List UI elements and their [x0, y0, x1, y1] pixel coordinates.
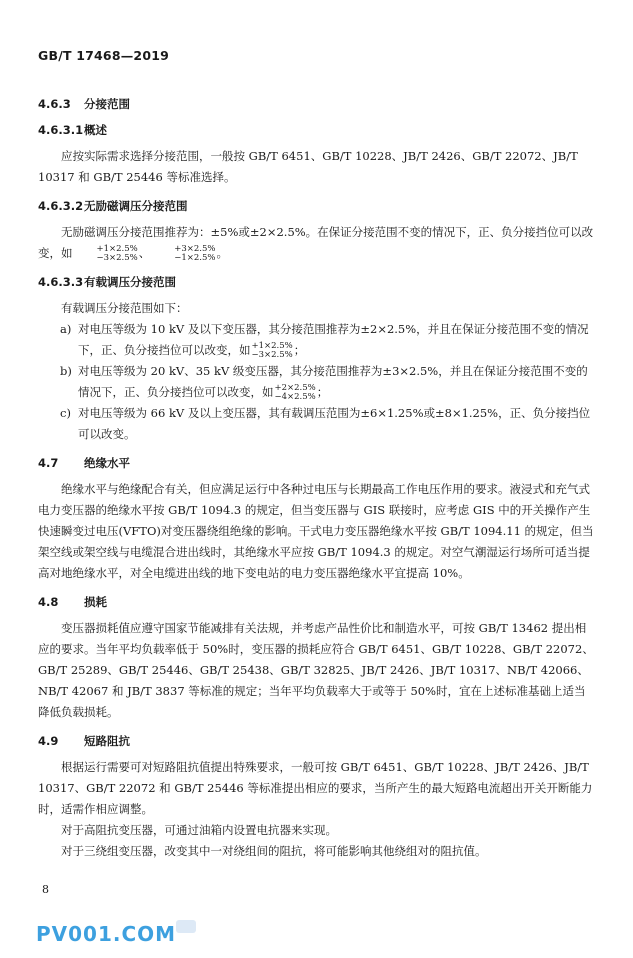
section-heading-4-6-3-2: [38, 198, 594, 214]
watermark-logo-icon: [176, 920, 196, 933]
section-number: 4.8: [38, 595, 59, 609]
paragraph: 有载调压分接范围如下：: [61, 301, 188, 315]
page-content: [38, 86, 594, 862]
paragraph: 无励磁调压分接范围推荐为：±5%或±2×2.5%。在保证分接范围不变的情况下，正、负分接挡位可以改变，如 +1×2.5% −3×2.5% 、 +3×2.5% −1×2.5% 。: [38, 225, 594, 263]
section-title: 分接范围: [84, 97, 130, 111]
section-heading-4-6-3: [38, 96, 594, 112]
section-number: 4.9: [38, 734, 59, 748]
section-title: 绝缘水平: [84, 456, 130, 470]
section-heading-4-7: [38, 455, 594, 471]
section-heading-4-8: [38, 594, 594, 610]
section-heading-4-6-3-3: [38, 274, 594, 290]
section-title: 损耗: [84, 595, 107, 609]
paragraph: 应按实际需求选择分接范围，一般按 GB/T 6451、GB/T 10228、JB/T 2426、GB/T 22072、JB/T 10317 和 GB/T 25446 等标准选择。: [38, 149, 578, 184]
tap-fraction: +2×2.5% −4×2.5%: [274, 383, 316, 402]
section-number: 4.6.3.1: [38, 123, 84, 137]
paragraph: 对于高阻抗变压器，可通过油箱内设置电抗器来实现。: [61, 823, 337, 837]
list-item: c) 对电压等级为 66 kV 及以上变压器，其有载调压范围为±6×1.25%或±8×1.25%，正、负分接挡位可以改变。: [60, 406, 591, 441]
section-title: 概述: [84, 123, 107, 137]
paragraph: 变压器损耗值应遵守国家节能减排有关法规，并考虑产品性价比和制造水平，可按 GB/T 13462 提出相应的要求。当年平均负载率低于 50%时，变压器的损耗应符合 GB/T 6451、GB/T 10228、GB/T 22072、GB/T 25289、GB/T 25446、GB/T 25438、GB/T 32825、JB/T 2426、JB/T 10317、NB/T 42066、NB/T 42067 和 JB/T 3837 等标准的规定；当年平均负载率大于或等于 50%时，宜在上述标准基础上适当降低负载损耗。: [38, 621, 594, 719]
tap-fraction: +1×2.5% −3×2.5%: [96, 244, 138, 263]
section-title: 无励磁调压分接范围: [84, 199, 188, 213]
list-item: b) 对电压等级为 20 kV、35 kV 级变压器，其分接范围推荐为±3×2.5%，并且在保证分接范围不变的情况下，正、负分接挡位可以改变，如 +2×2.5% −4×2.5% ；: [60, 364, 588, 402]
section-heading-4-9: [38, 733, 594, 749]
paragraph: 对于三绕组变压器，改变其中一对绕组间的阻抗，将可能影响其他绕组对的阻抗值。: [61, 844, 487, 858]
standard-number-header: GB/T 17468—2019: [38, 48, 170, 63]
section-number: 4.6.3.3: [38, 275, 84, 289]
section-number: 4.6.3: [38, 97, 71, 111]
section-heading-4-6-3-1: [38, 122, 594, 138]
site-watermark: PV001.COM: [36, 922, 177, 946]
paragraph: 根据运行需要可对短路阻抗值提出特殊要求，一般可按 GB/T 6451、GB/T 10228、JB/T 2426、JB/T 10317、GB/T 22072 和 GB/T 25446 等标准提出相应的要求，当所产生的最大短路电流超出开关开断能力时，适需作相应调整。: [38, 760, 593, 816]
paragraph: 绝缘水平与绝缘配合有关，但应满足运行中各种过电压与长期最高工作电压作用的要求。液浸式和充气式电力变压器的绝缘水平按 GB/T 1094.3 的规定，但当变压器与 GIS 联接时，应考虑 GIS 中的开关操作产生快速瞬变过电压(VFTO)对变压器绕组绝缘的影响。干式电力变压器绝缘水平按 GB/T 1094.11 的规定，但当架空线或架空线与电缆混合进出线时，其绝缘水平应按 GB/T 1094.3 的规定。对空气潮湿运行场所可适当提高对地绝缘水平，对全电缆进出线的地下变电站的电力变压器绝缘水平宜提高 10%。: [38, 482, 594, 580]
section-number: 4.6.3.2: [38, 199, 84, 213]
section-title: 短路阻抗: [84, 734, 130, 748]
list-item: a) 对电压等级为 10 kV 及以下变压器，其分接范围推荐为±2×2.5%，并且在保证分接范围不变的情况下，正、负分接挡位可以改变，如 +1×2.5% −3×2.5% ；: [60, 322, 589, 360]
tap-fraction: +3×2.5% −1×2.5%: [174, 244, 216, 263]
page-number: 8: [42, 883, 49, 896]
section-number: 4.7: [38, 456, 59, 470]
section-title: 有载调压分接范围: [84, 275, 176, 289]
tap-fraction: +1×2.5% −3×2.5%: [251, 341, 293, 360]
